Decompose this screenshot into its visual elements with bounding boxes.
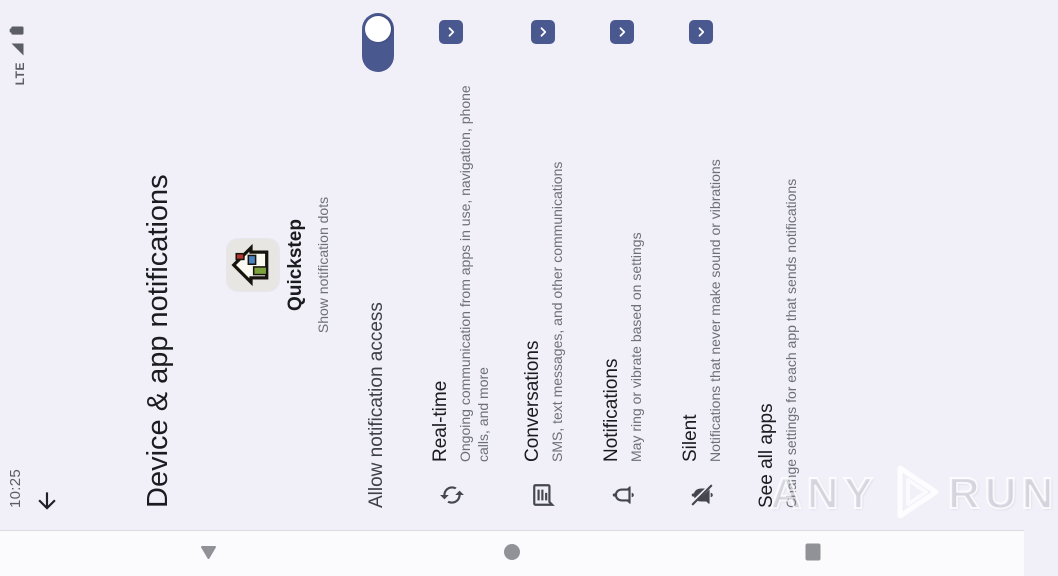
access-toggle-label: Allow notification access xyxy=(366,302,387,508)
row-title: Notifications xyxy=(601,358,622,462)
row-conversations[interactable] xyxy=(512,0,598,530)
nav-back-button[interactable] xyxy=(196,542,220,566)
quickstep-house-icon xyxy=(228,242,279,288)
app-description: Show notification dots xyxy=(315,196,331,334)
open-chevron-icon[interactable] xyxy=(689,20,713,44)
app-icon xyxy=(227,239,279,291)
bell-icon xyxy=(610,482,636,508)
battery-icon xyxy=(8,24,31,37)
home-circle-icon xyxy=(503,543,521,566)
arrow-back-icon xyxy=(34,488,65,514)
back-button[interactable] xyxy=(34,486,64,516)
open-chevron-icon[interactable] xyxy=(439,20,463,44)
row-subtitle: SMS, text messages, and other communications xyxy=(549,161,565,462)
row-title: Real-time xyxy=(430,380,451,462)
network-type-label: LTE xyxy=(12,62,27,86)
row-see-all-apps[interactable] xyxy=(746,0,820,530)
row-notifications[interactable] xyxy=(591,0,677,530)
back-triangle-icon xyxy=(199,543,218,566)
access-toggle-switch[interactable] xyxy=(362,13,394,72)
row-subtitle: Change settings for each app that sends notifications xyxy=(783,178,799,508)
nav-home-button[interactable] xyxy=(500,542,524,566)
row-real-time[interactable] xyxy=(420,0,506,530)
status-time: 10:25 xyxy=(7,468,24,508)
page-title: Device & app notifications xyxy=(142,174,174,508)
nav-recents-button[interactable] xyxy=(801,542,825,566)
row-title: See all apps xyxy=(756,403,777,508)
open-chevron-icon[interactable] xyxy=(531,20,555,44)
recents-square-icon xyxy=(805,543,821,566)
app-name: Quickstep xyxy=(285,219,306,311)
row-subtitle: May ring or vibrate based on settings xyxy=(628,232,644,462)
conversation-icon xyxy=(531,482,557,508)
navigation-bar xyxy=(0,530,1024,576)
signal-triangle-icon xyxy=(10,42,30,57)
row-subtitle: Notifications that never make sound or vibrations xyxy=(707,159,723,462)
bell-off-icon xyxy=(689,482,715,508)
switch-knob xyxy=(365,16,391,42)
row-subtitle: Ongoing communication from apps in use, navigation, phone calls, and more xyxy=(457,85,491,462)
sync-icon xyxy=(439,482,465,508)
status-bar-icons xyxy=(8,24,31,85)
row-silent[interactable] xyxy=(670,0,756,530)
open-chevron-icon[interactable] xyxy=(610,20,634,44)
row-title: Conversations xyxy=(522,340,543,462)
row-title: Silent xyxy=(680,414,701,462)
